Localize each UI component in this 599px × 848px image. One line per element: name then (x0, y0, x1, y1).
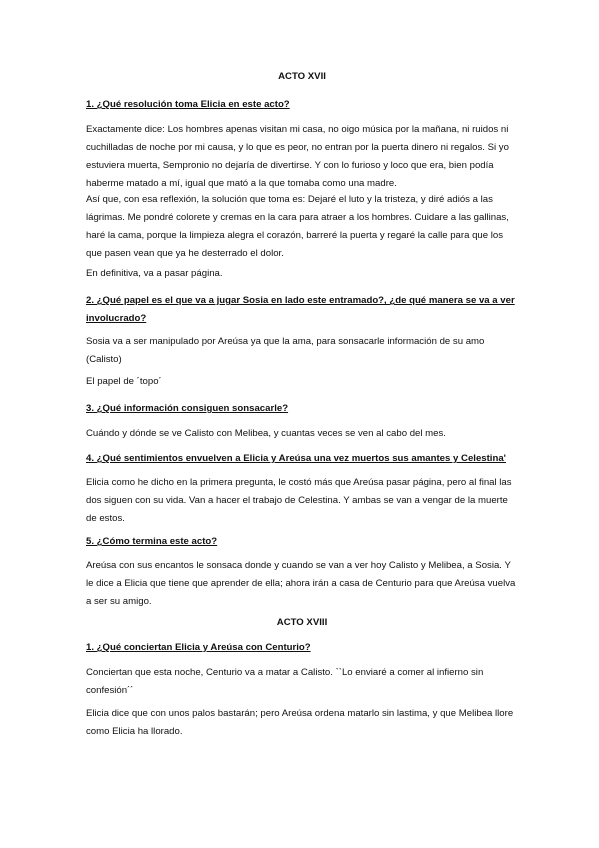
answer-paragraph: Conciertan que esta noche, Centurio va a matar a Calisto. ``Lo enviaré a comer al infierno sin confesión´´ (86, 667, 484, 696)
answer-paragraph: Sosia va a ser manipulado por Areúsa ya que la ama, para sonsacarle información de su amo (Calisto) (86, 336, 485, 365)
question-3: 3. ¿Qué información consiguen sonsacarle? (86, 403, 289, 414)
answer-paragraph: Cuándo y dónde se ve Calisto con Melibea, y cuantas veces se ven al cabo del mes. (86, 428, 446, 439)
answer-paragraph: En definitiva, va a pasar página. (86, 268, 223, 279)
section-title-acto-xvii: ACTO XVII (278, 71, 326, 82)
answer-paragraph: El papel de ´topo´ (86, 376, 162, 387)
section-title-acto-xviii: ACTO XVIII (276, 617, 328, 628)
answer-paragraph: Areúsa con sus encantos le sonsaca donde y cuando se van a ver hoy Calisto y Melibea, a Sosia. Y le dice a Elicia que tiene que aprender de ella; ahora irán a casa de Centurio para que Areúsa vuelva a ser su amigo. (86, 560, 516, 607)
question-4: 4. ¿Qué sentimientos envuelven a Elicia y Areúsa una vez muertos sus amantes y Celestina' (86, 453, 506, 464)
question-5: 5. ¿Cómo termina este acto? (86, 536, 218, 547)
question-1: 1. ¿Qué resolución toma Elicia en este acto? (86, 99, 290, 110)
answer-paragraph: Elicia como he dicho en la primera pregunta, le costó más que Areúsa pasar página, pero al final las dos siguen con su vida. Van a hacer el trabajo de Celestina. Y ambas se van a vengar de la muerte de estos. (86, 477, 512, 524)
question-1: 1. ¿Qué conciertan Elicia y Areúsa con Centurio? (86, 642, 311, 653)
answer-paragraph: Así que, con esa reflexión, la solución que toma es: Dejaré el luto y la tristeza, y diré adiós a las lágrimas. Me pondré colorete y cremas en la cara para atraer a los hombres. Cuidare a las gallinas, haré la cama, porque la limpieza alegra el corazón, barreré la puerta y regaré la calle para que los que pasen vean que ya he desterrado el dolor. (86, 194, 509, 259)
answer-paragraph: Elicia dice que con unos palos bastarán; pero Areúsa ordena matarlo sin lastima, y que Melibea llore como Elicia ha llorado. (86, 708, 514, 737)
question-2: 2. ¿Qué papel es el que va a jugar Sosia en lado este entramado?, ¿de qué manera se va a ver involucrado? (86, 295, 515, 324)
answer-paragraph: Exactamente dice: Los hombres apenas visitan mi casa, no oigo música por la mañana, ni ruidos ni cuchilladas de noche por mi causa, y lo que es peor, no entran por la puerta dinero ni regalos. Si yo estuviera muerta, Sempronio no dejaría de divertirse. Y con lo furioso y loco que era, bien podía haberme matado a mí, igual que mató a la que tomaba como una madre. (86, 124, 509, 189)
